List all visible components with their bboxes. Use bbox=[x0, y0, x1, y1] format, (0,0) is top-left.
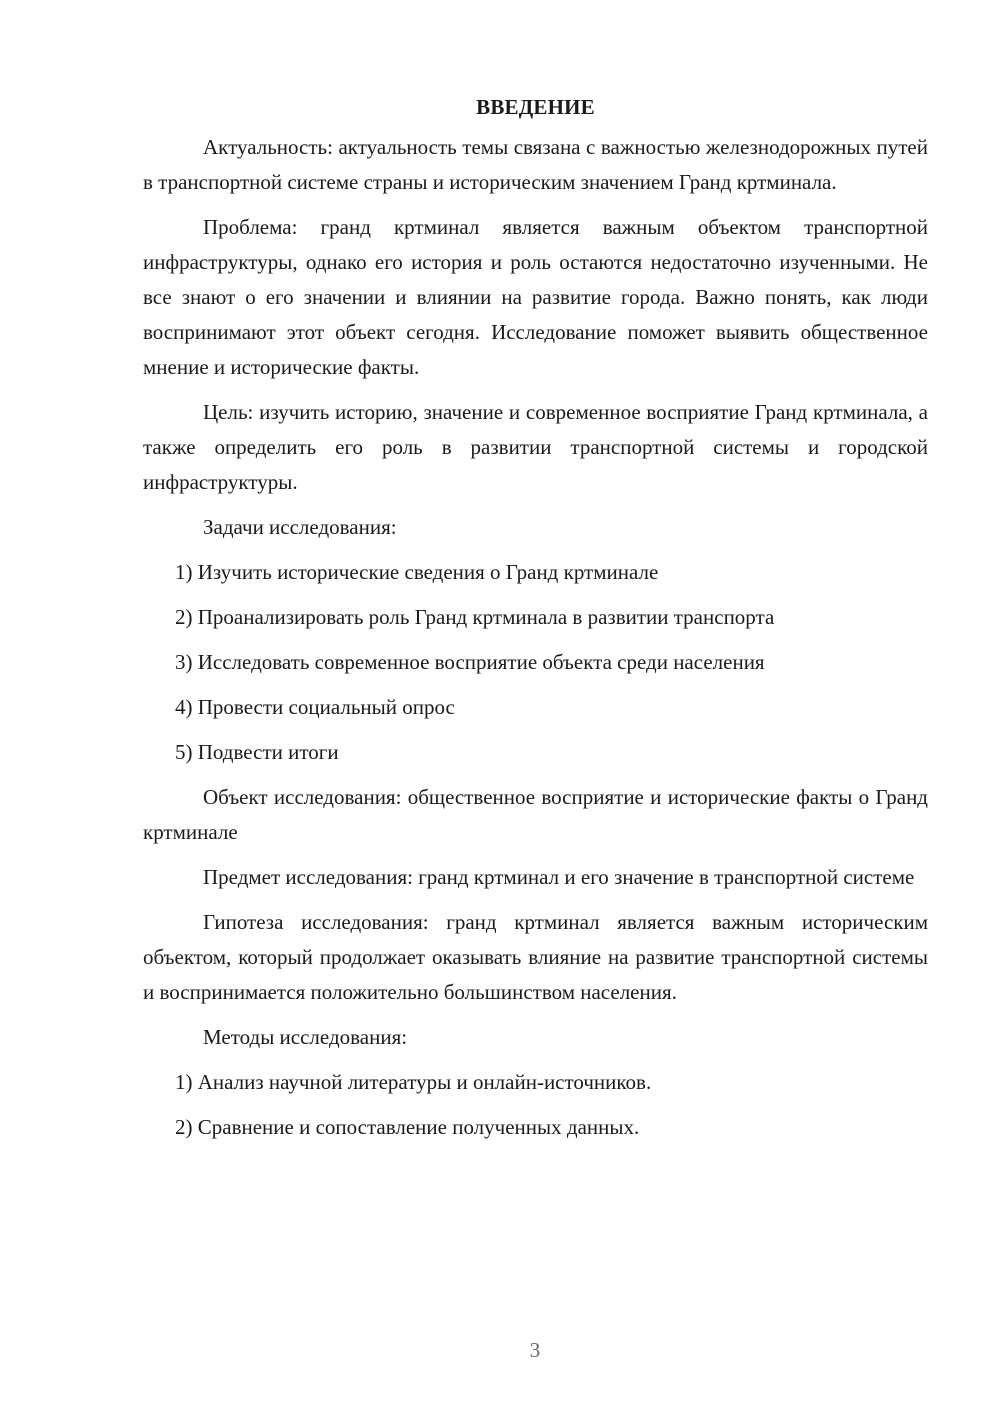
methods-list bbox=[143, 1065, 928, 1145]
method-item: 1) Анализ научной литературы и онлайн-источников. bbox=[175, 1070, 652, 1094]
section-title: ВВЕДЕНИЕ bbox=[476, 95, 595, 119]
goal-paragraph: Цель: изучить историю, значение и современное восприятие Гранд кртминала, а также определить его роль в развитии транспортной системы и городской инфраструктуры. bbox=[143, 400, 928, 494]
document-page bbox=[143, 90, 928, 1155]
method-item: 2) Сравнение и сопоставление полученных данных. bbox=[175, 1115, 640, 1139]
hypothesis-paragraph: Гипотеза исследования: гранд кртминал является важным историческим объектом, который продолжает оказывать влияние на развитие транспортной системы и воспринимается положительно большинством населения. bbox=[143, 910, 928, 1004]
problem-paragraph: Проблема: гранд кртминал является важным объектом транспортной инфраструктуры, однако его история и роль остаются недостаточно изученными. Не все знают о его значении и влиянии на развитие города. Важно понять, как люди воспринимают этот объект сегодня. Исследование поможет выявить общественное мнение и исторические факты. bbox=[143, 215, 928, 379]
tasks-heading: Задачи исследования: bbox=[203, 515, 397, 539]
page-number: 3 bbox=[529, 1338, 541, 1362]
task-item: 1) Изучить исторические сведения о Гранд кртминале bbox=[175, 560, 659, 584]
task-item: 5) Подвести итоги bbox=[175, 740, 339, 764]
relevance-paragraph: Актуальность: актуальность темы связана с важностью железнодорожных путей в транспортной системе страны и историческим значением Гранд кртминала. bbox=[143, 135, 928, 194]
subject-paragraph: Предмет исследования: гранд кртминал и его значение в транспортной системе bbox=[203, 865, 915, 889]
object-paragraph: Объект исследования: общественное восприятие и исторические факты о Гранд кртминале bbox=[143, 785, 928, 844]
task-item: 2) Проанализировать роль Гранд кртминала в развитии транспорта bbox=[175, 605, 775, 629]
task-item: 3) Исследовать современное восприятие объекта среди населения bbox=[175, 650, 765, 674]
tasks-list bbox=[143, 555, 928, 770]
methods-heading: Методы исследования: bbox=[203, 1025, 408, 1049]
task-item: 4) Провести социальный опрос bbox=[175, 695, 455, 719]
